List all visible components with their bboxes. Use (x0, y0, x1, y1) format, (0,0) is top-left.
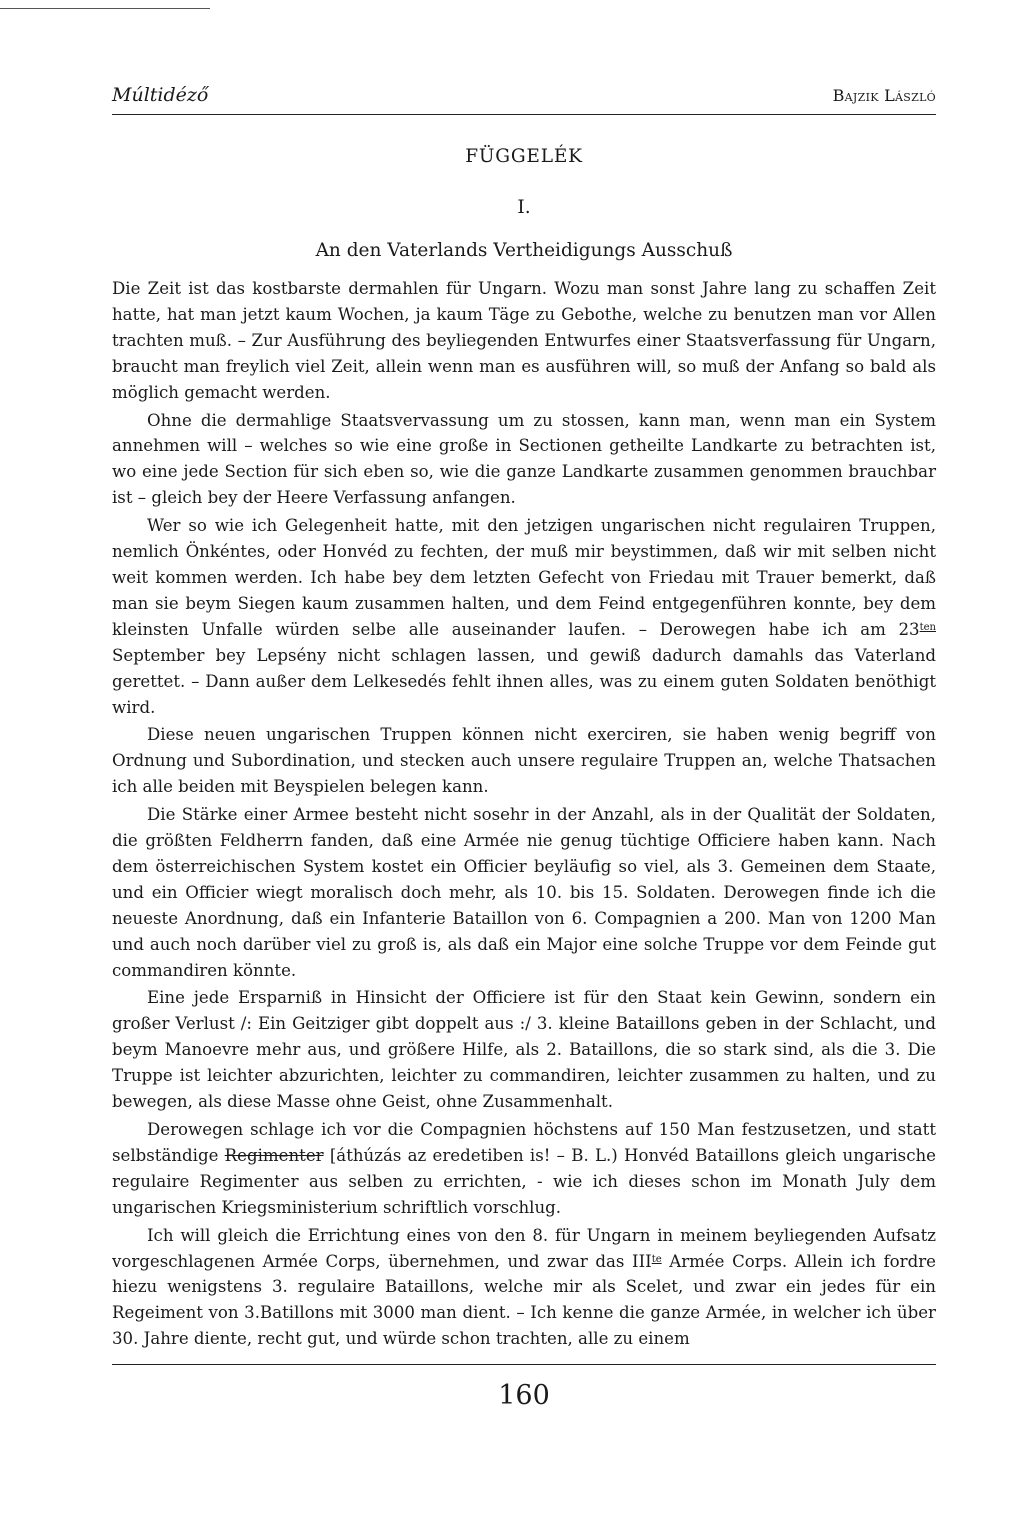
ordinal-suffix: ten (919, 621, 936, 633)
struck-word: Regimenter (224, 1145, 324, 1165)
author-name: Bajzik László (832, 86, 936, 105)
paragraph-4: Diese neuen ungarischen Truppen können nicht exerciren, sie haben wenig begriff von Ordnung und Subordination, und stecken auch unsere regulaire Truppen an, welche Thatsachen ich alle beiden mit Beyspielen belegen kann. (112, 725, 936, 797)
ordinal-suffix: te (651, 1253, 662, 1265)
paragraph-7-part-b: [áthúzás az eredetiben is! – B. L.) Honvéd Bataillons gleich ungarische regulaire Regimenter aus selben zu errichten, - wie ich dieses schon im Monath July dem ungarischen Kriegsministerium schriftlich vorschlug. (112, 1145, 936, 1217)
paragraph-8 (112, 1223, 936, 1353)
paragraph-8-part-a: Ich will gleich die Errichtung eines von den 8. für Ungarn in meinem beyliegenden Aufsatz vorgeschlagenen Armée Corps, übernehmen, und zwar das III (112, 1225, 936, 1271)
paragraph-8-part-b: Armée Corps. Allein ich fordre hiezu wenigstens 3. regulaire Bataillons, welche mir als Scelet, und zwar ein jedes für ein Regeiment von 3.Batillons mit 3000 man dient. – Ich kenne die ganze Armée, in welcher ich über 30. Jahre diente, recht gut, und würde schon trachten, alle zu einem (112, 1251, 936, 1349)
journal-title: Múltidéző (112, 84, 209, 106)
page-number: 160 (498, 1380, 550, 1411)
paragraph-5: Die Stärke einer Armee besteht nicht sosehr in der Anzahl, als in der Qualität der Soldaten, die größten Feldherrn fanden, daß eine Armée nie genug tüchtige Officiere haben kann. Nach dem österreichischen System kostet ein Officier beyläufig so viel, als 3. Gemeinen dem Staate, und ein Officier wiegt moralisch doch mehr, als 10. bis 15. Soldaten. Derowegen finde ich die neueste Anordnung, daß ein Infanterie Bataillon von 6. Compagnien a 200. Man von 1200 Man und auch noch darüber viel zu groß is, als daß ein Major eine solche Truppe vor dem Feinde gut commandiren könnte. (112, 805, 936, 980)
body-text (112, 276, 936, 1354)
paragraph-3-part-b: September bey Lepsény nicht schlagen lassen, und gewiß dadurch damahls das Vaterland gerettet. – Dann außer dem Lelkesedés fehlt ihnen alles, was zu einem guten Soldaten benöthigt wird. (112, 645, 936, 717)
paragraph-7 (112, 1117, 936, 1221)
paragraph-2: Ohne die dermahlige Staatsvervassung um zu stossen, kann man, wenn man ein System annehmen will – welches so wie eine große in Sectionen getheilte Landkarte zu betrachten ist, wo eine jede Section für sich eben so, wie die ganze Landkarte zusammen genommen brauchbar ist – gleich bey der Heere Verfassung anfangen. (112, 410, 936, 508)
paragraph-1: Die Zeit ist das kostbarste dermahlen für Ungarn. Wozu man sonst Jahre lang zu schaffen Zeit hatte, hat man jetzt kaum Wochen, ja kaum Täge zu Gebothe, welche zu benutzen man vor Allen trachten muß. – Zur Ausführung des beyliegenden Entwurfes einer Staatsverfassung für Ungarn, braucht man freylich viel Zeit, allein wenn man es ausführen will, so muß der Anfang so bald als möglich gemacht werden. (112, 279, 936, 402)
paragraph-3-part-a: Wer so wie ich Gelegenheit hatte, mit den jetzigen ungarischen nicht regulairen Truppen, nemlich Önkéntes, oder Honvéd zu fechten, der muß mir beystimmen, daß wir mit selben nicht weit kommen werden. Ich habe bey dem letzten Gefecht von Friedau mit Trauer bemerkt, daß man sie beym Siegen kaum zusammen halten, und dem Feind entgegenführen konnte, bey dem kleinsten Unfalle würden selbe alle auseinander laufen. – Derowegen habe ich am 23 (112, 516, 936, 639)
running-header (112, 80, 936, 115)
appendix-heading: FÜGGELÉK (465, 146, 583, 167)
paragraph-7-part-a: Derowegen schlage ich vor die Compagnien höchstens auf 150 Man festzusetzen, und statt selbständige (112, 1120, 936, 1165)
scan-edge-line (0, 8, 210, 9)
paragraph-3 (112, 513, 936, 720)
footer-rule (112, 1364, 936, 1365)
paragraph-6: Eine jede Ersparniß in Hinsicht der Officiere ist für den Staat kein Gewinn, sondern ein großer Verlust /: Ein Geitziger gibt doppelt aus :/ 3. kleine Bataillons geben in der Schlacht, und beym Manoevre mehr aus, und größere Hilfe, als 2. Bataillons, die so stark sind, als die 3. Die Truppe ist leichter abzurichten, leichter zu commandiren, leichter zusammen zu halten, und zu bewegen, als diese Masse ohne Geist, ohne Zusammenhalt. (112, 988, 936, 1112)
letter-address: An den Vaterlands Vertheidigungs Ausschuß (315, 240, 733, 261)
section-number: I. (517, 197, 531, 218)
